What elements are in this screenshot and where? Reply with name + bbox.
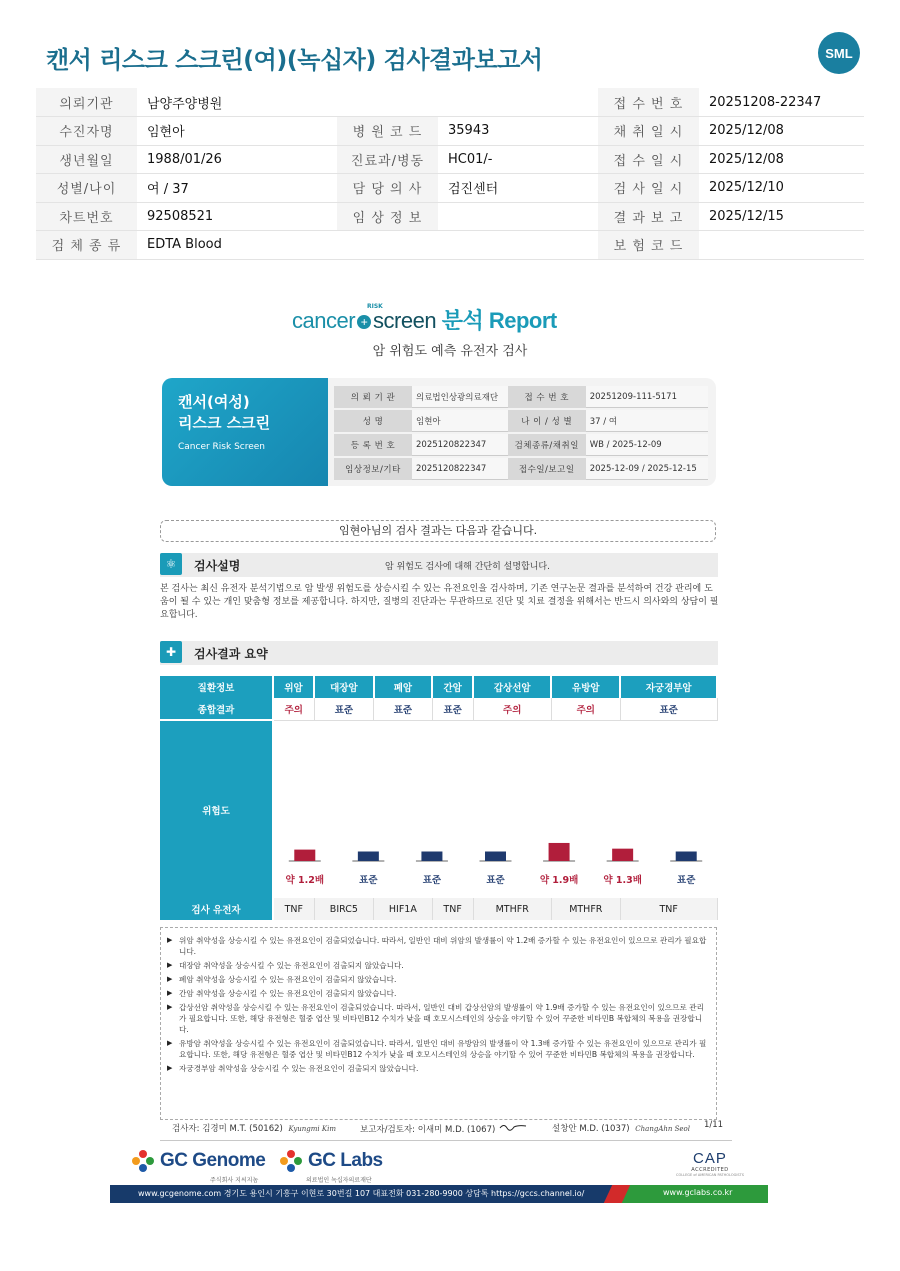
info-label xyxy=(337,88,438,117)
tester-label: 검사자: xyxy=(172,1124,200,1134)
gc-cross-icon xyxy=(132,1150,154,1172)
gene-cell: TNF xyxy=(432,898,473,920)
summary-cell: 표준 xyxy=(374,698,432,720)
result-notes xyxy=(160,927,717,1120)
card-value: 37 / 여 xyxy=(586,410,708,432)
card-row xyxy=(334,386,708,408)
info-value: EDTA Blood xyxy=(137,231,337,260)
info-value: HC01/- xyxy=(438,145,598,174)
info-label: 접 수 번 호 xyxy=(598,88,699,117)
note-item: ▶ 간암 취약성을 상승시킬 수 있는 유전요인이 검출되지 않았습니다. xyxy=(167,988,710,999)
card-row xyxy=(334,458,708,480)
row-label-gene: 검사 유전자 xyxy=(160,898,273,920)
section-description-header xyxy=(160,553,718,577)
info-label: 병 원 코 드 xyxy=(337,117,438,146)
card-value: 2025120822347 xyxy=(412,458,508,480)
reporter-name: 이새미 M.D. (1067) xyxy=(417,1125,496,1135)
row-label-summary: 종합결과 xyxy=(160,698,273,720)
info-value: 2025/12/08 xyxy=(699,145,864,174)
info-value: 20251208-22347 xyxy=(699,88,864,117)
report-info-card xyxy=(162,378,716,486)
card-label: 성 명 xyxy=(334,410,412,432)
info-row xyxy=(36,231,864,260)
tester-signature xyxy=(172,1122,336,1134)
info-label: 검 사 일 시 xyxy=(598,174,699,203)
note-item: ▶ 위암 취약성을 상승시킬 수 있는 유전요인이 검출되었습니다. 따라서, 일반인 대비 위암의 발생률이 약 1.2배 증가할 수 있는 유전요인이 있으므로 관리가 필요합니다. xyxy=(167,935,710,957)
cap-name: CAP xyxy=(693,1150,727,1167)
info-label: 보 험 코 드 xyxy=(598,231,699,260)
gene-cell: MTHFR xyxy=(473,898,551,920)
info-label: 채 취 일 시 xyxy=(598,117,699,146)
report-brand xyxy=(292,304,557,335)
info-value: 여 / 37 xyxy=(137,174,337,203)
tester-sign: Kyungmi Kim xyxy=(288,1125,336,1133)
gene-cell: MTHFR xyxy=(551,898,620,920)
gc-genome-sub: 주식회사 지씨지놈 xyxy=(210,1177,259,1184)
info-row xyxy=(36,145,864,174)
risk-label: 표준 xyxy=(422,875,442,886)
card-value: 2025-12-09 / 2025-12-15 xyxy=(586,458,708,480)
summary-cell: 표준 xyxy=(620,698,717,720)
brand-cancer: cancer xyxy=(292,308,356,333)
risk-bar xyxy=(358,852,379,862)
info-label: 임 상 정 보 xyxy=(337,202,438,231)
info-row xyxy=(36,174,864,203)
footer-bar xyxy=(110,1185,768,1203)
gc-labs-name: GC Labs xyxy=(308,1150,383,1171)
info-label: 차트번호 xyxy=(36,202,137,231)
disease-header: 자궁경부암 xyxy=(620,676,717,698)
card-row xyxy=(334,434,708,456)
info-label: 성별/나이 xyxy=(36,174,137,203)
reviewer-signature xyxy=(552,1122,690,1134)
reporter-signature xyxy=(360,1122,528,1135)
info-row xyxy=(36,117,864,146)
summary-cell: 주의 xyxy=(551,698,620,720)
section-description-note: 암 위험도 검사에 대해 간단히 설명합니다. xyxy=(385,562,550,572)
section-description-title: 검사설명 xyxy=(194,559,241,573)
brand-screen: screen xyxy=(373,308,437,333)
risk-bar xyxy=(294,850,315,861)
risk-bar-chart xyxy=(273,722,718,900)
risk-bar xyxy=(485,852,506,862)
gc-labs-sub: 의료법인 녹십자의료재단 xyxy=(306,1177,372,1184)
disease-header: 갑상선암 xyxy=(473,676,551,698)
report-subtitle: 암 위험도 예측 유전자 검사 xyxy=(372,344,528,359)
info-label: 생년월일 xyxy=(36,145,137,174)
card-label: 의 뢰 기 관 xyxy=(334,386,412,408)
brand-suffix: 분석 Report xyxy=(441,308,557,333)
info-label: 접 수 일 시 xyxy=(598,145,699,174)
info-label: 수진자명 xyxy=(36,117,137,146)
risk-bar xyxy=(612,849,633,861)
info-value: 검진센터 xyxy=(438,174,598,203)
info-label: 결 과 보 고 xyxy=(598,202,699,231)
intro-text: 임현아님의 검사 결과는 다음과 같습니다. xyxy=(160,520,716,542)
note-item: ▶ 갑상선암 취약성을 상승시킬 수 있는 유전요인이 검출되었습니다. 따라서, 일반인 대비 갑상선암의 발생률이 약 1.9배 증가할 수 있는 유전요인이 있으므로 관리가 필요합니다. 또한, 해당 유전형은 혈중 엽산 및 비타민B12 수치가 낮을 때 호모시스테인의 상승을 야기할 수 있어 꾸준한 비타민B 복합체의 복용을 권장합니다. xyxy=(167,1002,710,1035)
card-label: 검체종류/채취일 xyxy=(508,434,586,456)
card-title-panel xyxy=(162,378,328,486)
info-row xyxy=(36,202,864,231)
plus-icon: + xyxy=(357,315,371,329)
risk-bar xyxy=(676,852,697,862)
risk-label: 표준 xyxy=(359,875,378,886)
info-value: 35943 xyxy=(438,117,598,146)
summary-cell: 표준 xyxy=(432,698,473,720)
card-value: 의료법인상광의료재단 xyxy=(412,386,508,408)
reviewer-sign: ChangAhn Seol xyxy=(635,1125,691,1133)
info-value xyxy=(699,231,864,260)
brand-risk: RISK xyxy=(367,303,383,310)
info-value: 92508521 xyxy=(137,202,337,231)
disease-header: 폐암 xyxy=(374,676,432,698)
card-label: 접수일/보고일 xyxy=(508,458,586,480)
card-label: 임상정보/기타 xyxy=(334,458,412,480)
gene-cell: BIRC5 xyxy=(314,898,374,920)
risk-label: 표준 xyxy=(677,875,696,886)
info-value xyxy=(438,202,598,231)
risk-bar xyxy=(549,843,570,861)
gene-cell: TNF xyxy=(620,898,717,920)
card-title-2: 리스크 스크린 xyxy=(178,414,271,432)
page-title: 캔서 리스크 스크린(여)(녹십자) 검사결과보고서 xyxy=(46,46,543,74)
risk-label: 약 1.2배 xyxy=(285,875,325,886)
page-number: 1/11 xyxy=(704,1120,724,1130)
disease-header: 간암 xyxy=(432,676,473,698)
cap-sub: ACCREDITED xyxy=(691,1167,729,1173)
info-value xyxy=(438,88,598,117)
card-info-grid xyxy=(334,384,708,482)
patient-info-table xyxy=(36,88,864,260)
reporter-label: 보고자/검토자: xyxy=(360,1125,415,1135)
card-title-en: Cancer Risk Screen xyxy=(178,442,266,452)
medical-kit-icon: ✚ xyxy=(160,641,182,663)
card-value: 2025120822347 xyxy=(412,434,508,456)
gc-genome-name: GC Genome xyxy=(160,1150,266,1171)
section-summary-header xyxy=(160,641,718,665)
info-row xyxy=(36,88,864,117)
dna-icon: ⚛ xyxy=(160,553,182,575)
section-description-body: 본 검사는 최신 유전자 분석기법으로 암 발생 위험도를 상승시킬 수 있는 유전요인을 검사하며, 기존 연구논문 결과를 분석하여 건강 관리에 도움이 될 수 있는 개인 맞춤형 정보를 제공합니다. 하지만, 질병의 진단과는 무관하므로 진단 및 치료 결정을 위해서는 반드시 의사와의 상담이 필요합니다. xyxy=(160,584,719,620)
info-value: 2025/12/08 xyxy=(699,117,864,146)
gene-cell: TNF xyxy=(273,898,314,920)
tester-name: 김경미 M.T. (50162) xyxy=(202,1124,283,1134)
card-title-1: 캔서(여성) xyxy=(178,393,250,411)
note-item: ▶ 유방암 취약성을 상승시킬 수 있는 유전요인이 검출되었습니다. 따라서, 일반인 대비 유방암의 발생률이 약 1.3배 증가할 수 있는 유전요인이 있으므로 관리가 필요합니다. 또한, 해당 유전형은 혈중 엽산 및 비타민B12 수치가 낮을 때 호모시스테인의 상승을 야기할 수 있어 꾸준한 비타민B 복합체의 복용을 권장합니다. xyxy=(167,1038,710,1060)
risk-label: 약 1.3배 xyxy=(603,875,642,886)
risk-label: 약 1.9배 xyxy=(539,875,579,886)
section-summary-title: 검사결과 요약 xyxy=(194,647,268,661)
info-label xyxy=(337,231,438,260)
gc-cross-icon xyxy=(280,1150,302,1172)
card-row xyxy=(334,410,708,432)
sml-logo: SML xyxy=(818,32,860,74)
card-value: 임현아 xyxy=(412,410,508,432)
info-value: 임현아 xyxy=(137,117,337,146)
cap-accredited-logo xyxy=(676,1150,744,1177)
note-item: ▶ 대장암 취약성을 상승시킬 수 있는 유전요인이 검출되지 않았습니다. xyxy=(167,960,710,971)
risk-bar xyxy=(421,852,442,862)
info-value xyxy=(438,231,598,260)
note-item: ▶ 폐암 취약성을 상승시킬 수 있는 유전요인이 검출되지 않았습니다. xyxy=(167,974,710,985)
disease-header: 위암 xyxy=(273,676,314,698)
info-label: 담 당 의 사 xyxy=(337,174,438,203)
summary-cell: 표준 xyxy=(314,698,374,720)
reviewer-name: 설창안 M.D. (1037) xyxy=(552,1124,630,1134)
cap-sub2: COLLEGE of AMERICAN PATHOLOGISTS xyxy=(676,1173,744,1177)
info-label: 진료과/병동 xyxy=(337,145,438,174)
footer-address: www.gcgenome.com 경기도 용인시 기흥구 이현로 30번길 107 대표전화 031-280-9900 상담톡 https://gccs.channel.io/ xyxy=(138,1189,585,1198)
info-value: 2025/12/10 xyxy=(699,174,864,203)
row-label-disease: 질환정보 xyxy=(160,676,273,698)
disease-header: 대장암 xyxy=(314,676,374,698)
info-value: 2025/12/15 xyxy=(699,202,864,231)
card-label: 등 록 번 호 xyxy=(334,434,412,456)
footer-site: www.gclabs.co.kr xyxy=(663,1188,733,1197)
disease-header: 유방암 xyxy=(551,676,620,698)
card-label: 접 수 번 호 xyxy=(508,386,586,408)
info-value: 1988/01/26 xyxy=(137,145,337,174)
info-value: 남양주양병원 xyxy=(137,88,337,117)
risk-label: 표준 xyxy=(486,875,505,886)
divider xyxy=(160,1140,732,1141)
note-item: ▶ 자궁경부암 취약성을 상승시킬 수 있는 유전요인이 검출되지 않았습니다. xyxy=(167,1063,710,1074)
info-label: 의뢰기관 xyxy=(36,88,137,117)
gene-cell: HIF1A xyxy=(374,898,432,920)
card-value: WB / 2025-12-09 xyxy=(586,434,708,456)
card-label: 나 이 / 성 별 xyxy=(508,410,586,432)
summary-cell: 주의 xyxy=(273,698,314,720)
card-value: 20251209-111-5171 xyxy=(586,386,708,408)
info-label: 검 체 종 류 xyxy=(36,231,137,260)
reporter-sign xyxy=(498,1122,528,1132)
row-label-risk: 위험도 xyxy=(160,720,273,898)
summary-cell: 주의 xyxy=(473,698,551,720)
